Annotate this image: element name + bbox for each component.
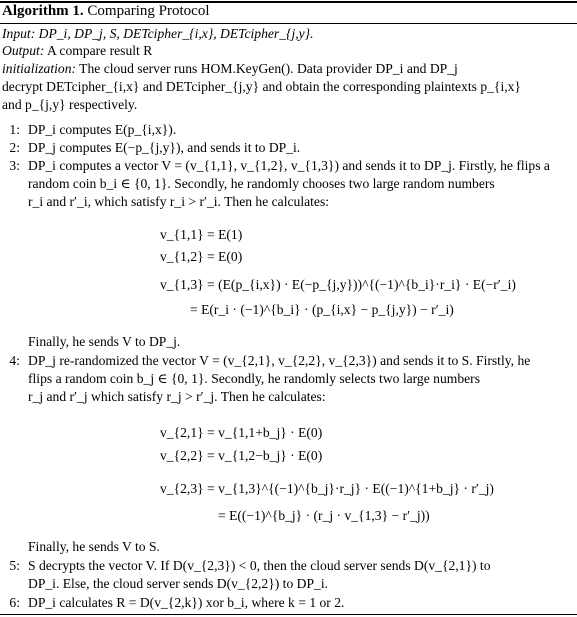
step-text: DP_j re-randomized the vector V = (v_{2,1}, v_{2,2}, v_{2,3}) and sends it to S. Firstly, he — [28, 353, 531, 368]
output-line — [2, 42, 152, 59]
algorithm-label: Algorithm 1. — [2, 3, 84, 19]
input-label: Input: — [2, 26, 36, 41]
equation-v12: v_{1,2} = E(0) — [160, 249, 243, 264]
step-text: DP_j computes E(−p_{j,y}), and sends it to DP_i. — [28, 140, 301, 155]
init-text-1: The cloud server runs HOM.KeyGen(). Data provider DP_i and DP_j — [79, 61, 458, 76]
step-number: 6: — [9, 595, 20, 610]
step-number: 5: — [9, 558, 20, 573]
step-number: 3: — [9, 158, 20, 173]
step-4-finally: Finally, he sends V to S. — [28, 539, 160, 554]
equation-v13-cont: = E(r_i · (−1)^{b_i} · (p_{i,x} − p_{j,y}) − r′_i) — [190, 302, 454, 317]
input-text: DP_i, DP_j, S, DETcipher_{i,x}, DETcipher_{j,y}. — [38, 26, 314, 41]
equation-v22: v_{2,2} = v_{1,2−b_j} · E(0) — [160, 448, 323, 463]
step-3-line-2: random coin b_i ∈ {0, 1}. Secondly, he randomly chooses two large random numbers — [28, 176, 495, 191]
equation-v13: v_{1,3} = (E(p_{i,x}) · E(−p_{j,y}))^{(−1)^{b_i}·r_i} · E(−r′_i) — [160, 277, 516, 292]
step-text: DP_i calculates R = D(v_{2,k}) xor b_i, where k = 1 or 2. — [28, 595, 345, 610]
equation-v11: v_{1,1} = E(1) — [160, 227, 243, 242]
bottom-rule — [0, 614, 577, 615]
step-number: 4: — [9, 353, 20, 368]
step-text: DP_i computes a vector V = (v_{1,1}, v_{1,2}, v_{1,3}) and sends it to DP_j. Firstly, he flips a — [28, 158, 550, 173]
output-label: Output: — [2, 43, 45, 58]
output-text: A compare result R — [46, 43, 153, 58]
algorithm-title: Comparing Protocol — [87, 3, 210, 19]
equation-v23: v_{2,3} = v_{1,3}^{(−1)^{b_j}·r_j} · E((−1)^{1+b_j} · r′_j) — [160, 481, 494, 496]
init-text-2: decrypt DETcipher_{i,x} and DETcipher_{j,y} and obtain the corresponding plaintexts p_{i,x} — [2, 79, 521, 94]
step-text: DP_i computes E(p_{i,x}). — [28, 122, 177, 137]
step-number: 2: — [9, 140, 20, 155]
equation-v23-cont: = E((−1)^{b_j} · (r_j · v_{1,3} − r′_j)) — [218, 508, 430, 523]
step-5-line-2: DP_i. Else, the cloud server sends D(v_{2,2}) to DP_i. — [28, 576, 328, 591]
header-rule — [0, 23, 577, 24]
step-3-finally: Finally, he sends V to DP_j. — [28, 334, 181, 349]
step-4-line-2: flips a random coin b_j ∈ {0, 1}. Secondly, he randomly selects two large numbers — [28, 371, 480, 386]
step-3-line-3: r_i and r′_i, which satisfy r_i > r′_i. Then he calculates: — [28, 194, 330, 209]
init-text-3: and p_{j,y} respectively. — [2, 97, 138, 112]
input-line — [2, 25, 314, 42]
algorithm-header — [2, 3, 210, 20]
equation-v21: v_{2,1} = v_{1,1+b_j} · E(0) — [160, 425, 323, 440]
init-line-1 — [2, 60, 458, 77]
step-text: S decrypts the vector V. If D(v_{2,3}) < 0, then the cloud server sends D(v_{2,1}) to — [28, 558, 491, 573]
step-number: 1: — [9, 122, 20, 137]
init-label: initialization: — [2, 61, 77, 76]
step-4-line-3: r_j and r′_j which satisfy r_j > r′_j. Then he calculates: — [28, 389, 326, 404]
